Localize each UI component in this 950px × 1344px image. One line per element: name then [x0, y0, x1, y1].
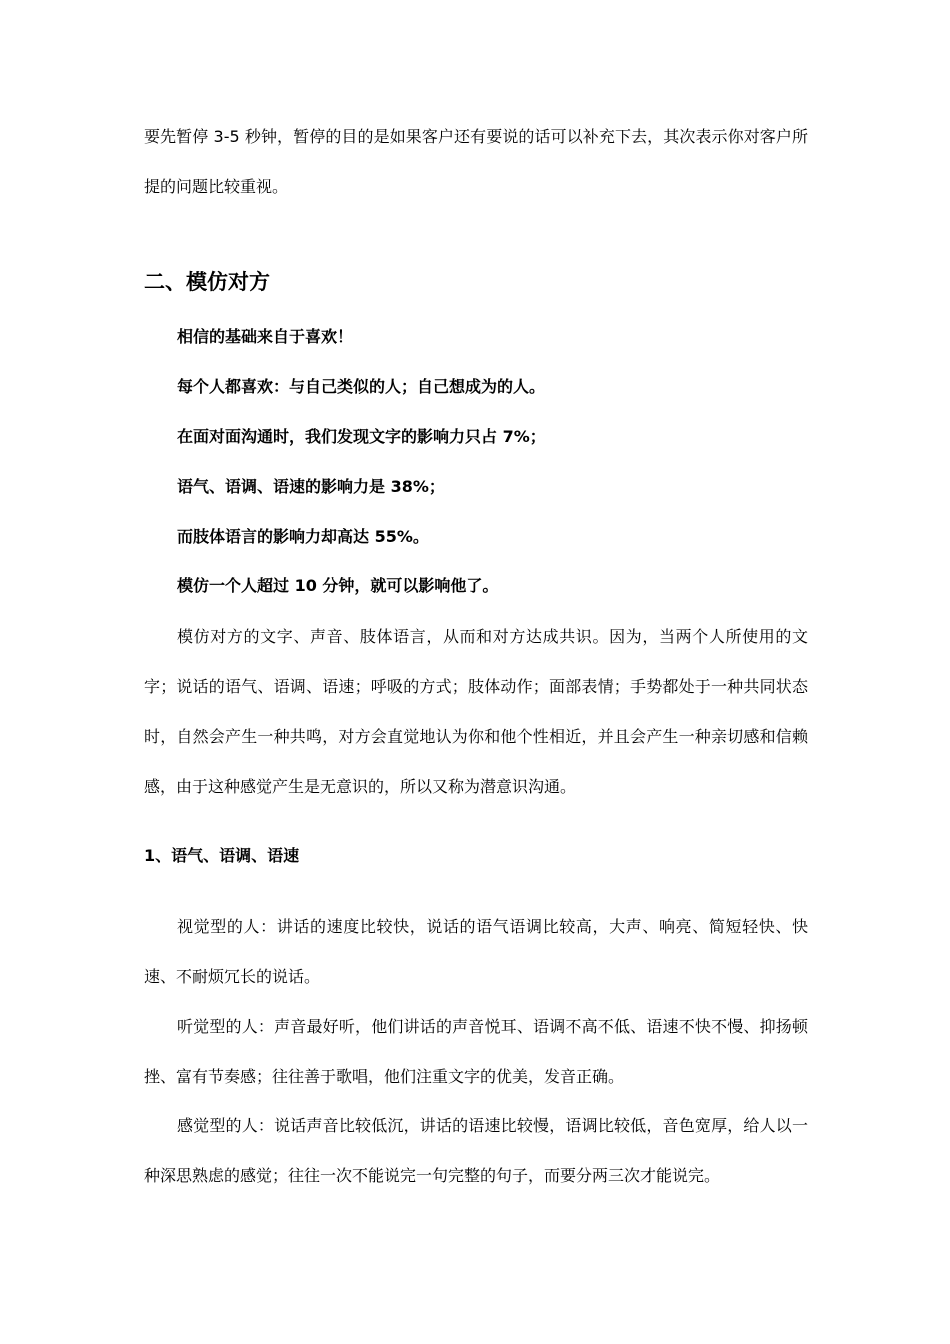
key-point: 而肢体语言的影响力却高达 55%。 — [177, 527, 429, 546]
key-point: 每个人都喜欢：与自己类似的人；自己想成为的人。 — [177, 377, 546, 396]
section-heading: 二、模仿对方 — [144, 270, 270, 294]
auditory-type-paragraph: 听觉型的人：声音最好听，他们讲话的声音悦耳、语调不高不低、语速不快不慢、抑扬顿挫、富有节奏感；往往善于歌唱，他们注重文字的优美，发音正确。 — [144, 1017, 808, 1086]
key-point: 在面对面沟通时，我们发现文字的影响力只占 7%； — [177, 427, 546, 446]
subsection-heading: 1、语气、语调、语速 — [144, 846, 300, 865]
intro-paragraph: 要先暂停 3-5 秒钟，暂停的目的是如果客户还有要说的话可以补充下去，其次表示你对客户所提的问题比较重视。 — [144, 127, 808, 196]
kinesthetic-type-paragraph: 感觉型的人：说话声音比较低沉，讲话的语速比较慢，语调比较低，音色宽厚，给人以一种深思熟虑的感觉；往往一次不能说完一句完整的句子，而要分两三次才能说完。 — [144, 1116, 808, 1185]
key-point: 模仿一个人超过 10 分钟，就可以影响他了。 — [177, 576, 499, 595]
key-point: 相信的基础来自于喜欢！ — [177, 327, 354, 346]
visual-type-paragraph: 视觉型的人：讲话的速度比较快，说话的语气语调比较高，大声、响亮、简短轻快、快速、不耐烦冗长的说话。 — [144, 917, 808, 986]
key-point: 语气、语调、语速的影响力是 38%； — [177, 477, 445, 496]
body-paragraph: 模仿对方的文字、声音、肢体语言，从而和对方达成共识。因为，当两个人所使用的文字；说话的语气、语调、语速；呼吸的方式；肢体动作；面部表情；手势都处于一种共同状态时，自然会产生一种共鸣，对方会直觉地认为你和他个性相近，并且会产生一种亲切感和信赖感，由于这种感觉产生是无意识的，所以又称为潜意识沟通。 — [144, 627, 808, 796]
